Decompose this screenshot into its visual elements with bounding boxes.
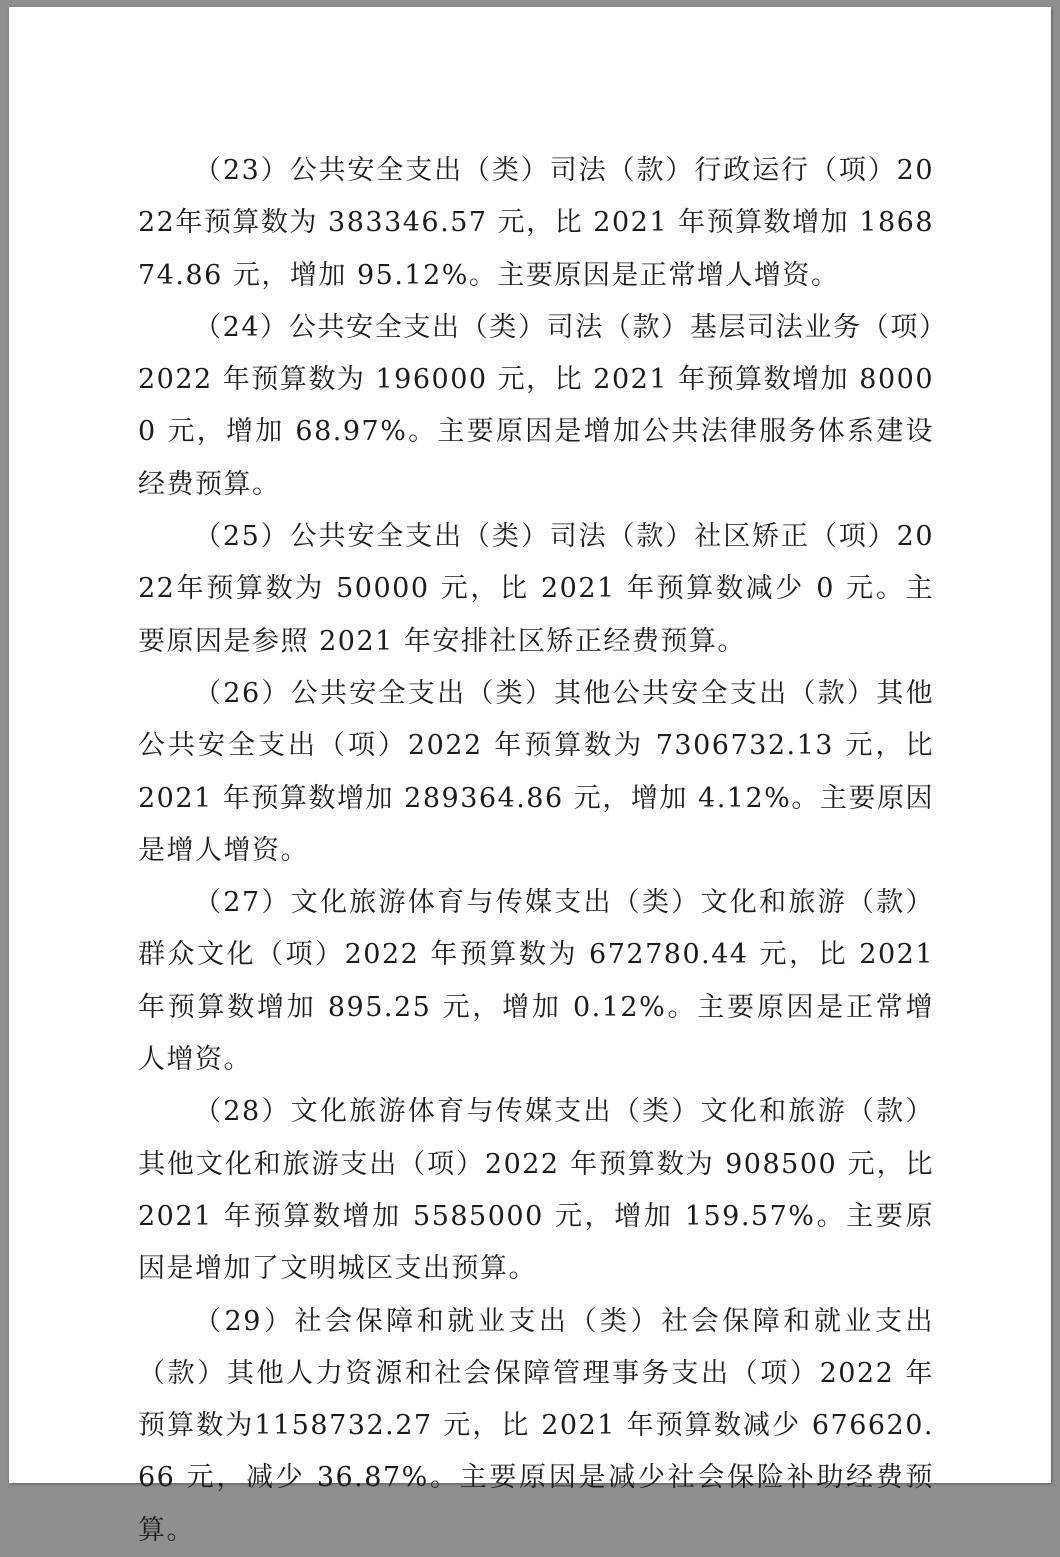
- paragraph-29: （29）社会保障和就业支出（类）社会保障和就业支出（款）其他人力资源和社会保障管理事务支出（项）2022 年预算数为1158732.27 元，比 2021 年预算数减少 676620.66 元，减少 36.87%。主要原因是减少社会保险补助经费预算。: [138, 1305, 934, 1546]
- paragraph-28: （28）文化旅游体育与传媒支出（类）文化和旅游（款）其他文化和旅游支出（项）2022 年预算数为 908500 元，比 2021 年预算数增加 5585000 元，增加 159.57%。主要原因是增加了文明城区支出预算。: [138, 1096, 934, 1285]
- document-body: [138, 145, 934, 1557]
- paragraph-24: （24）公共安全支出（类）司法（款）基层司法业务（项）2022 年预算数为 196000 元，比 2021 年预算数增加 80000 元，增加 68.97%。主要原因是增加公共法律服务体系建设经费预算。: [138, 311, 934, 500]
- paragraph-23: （23）公共安全支出（类）司法（款）行政运行（项）2022年预算数为 383346.57 元，比 2021 年预算数增加 186874.86 元，增加 95.12%。主要原因是正常增人增资。: [138, 155, 934, 291]
- document-page: [9, 7, 1051, 1546]
- paragraph-25: （25）公共安全支出（类）司法（款）社区矫正（项）2022年预算数为 50000 元，比 2021 年预算数减少 0 元。主要原因是参照 2021 年安排社区矫正经费预算。: [138, 521, 934, 657]
- paragraph-27: （27）文化旅游体育与传媒支出（类）文化和旅游（款）群众文化（项）2022 年预算数为 672780.44 元，比 2021 年预算数增加 895.25 元，增加 0.12%。主要原因是正常增人增资。: [138, 887, 934, 1076]
- paragraph-26: （26）公共安全支出（类）其他公共安全支出（款）其他公共安全支出（项）2022 年预算数为 7306732.13 元，比 2021 年预算数增加 289364.86 元，增加 4.12%。主要原因是增人增资。: [138, 677, 934, 866]
